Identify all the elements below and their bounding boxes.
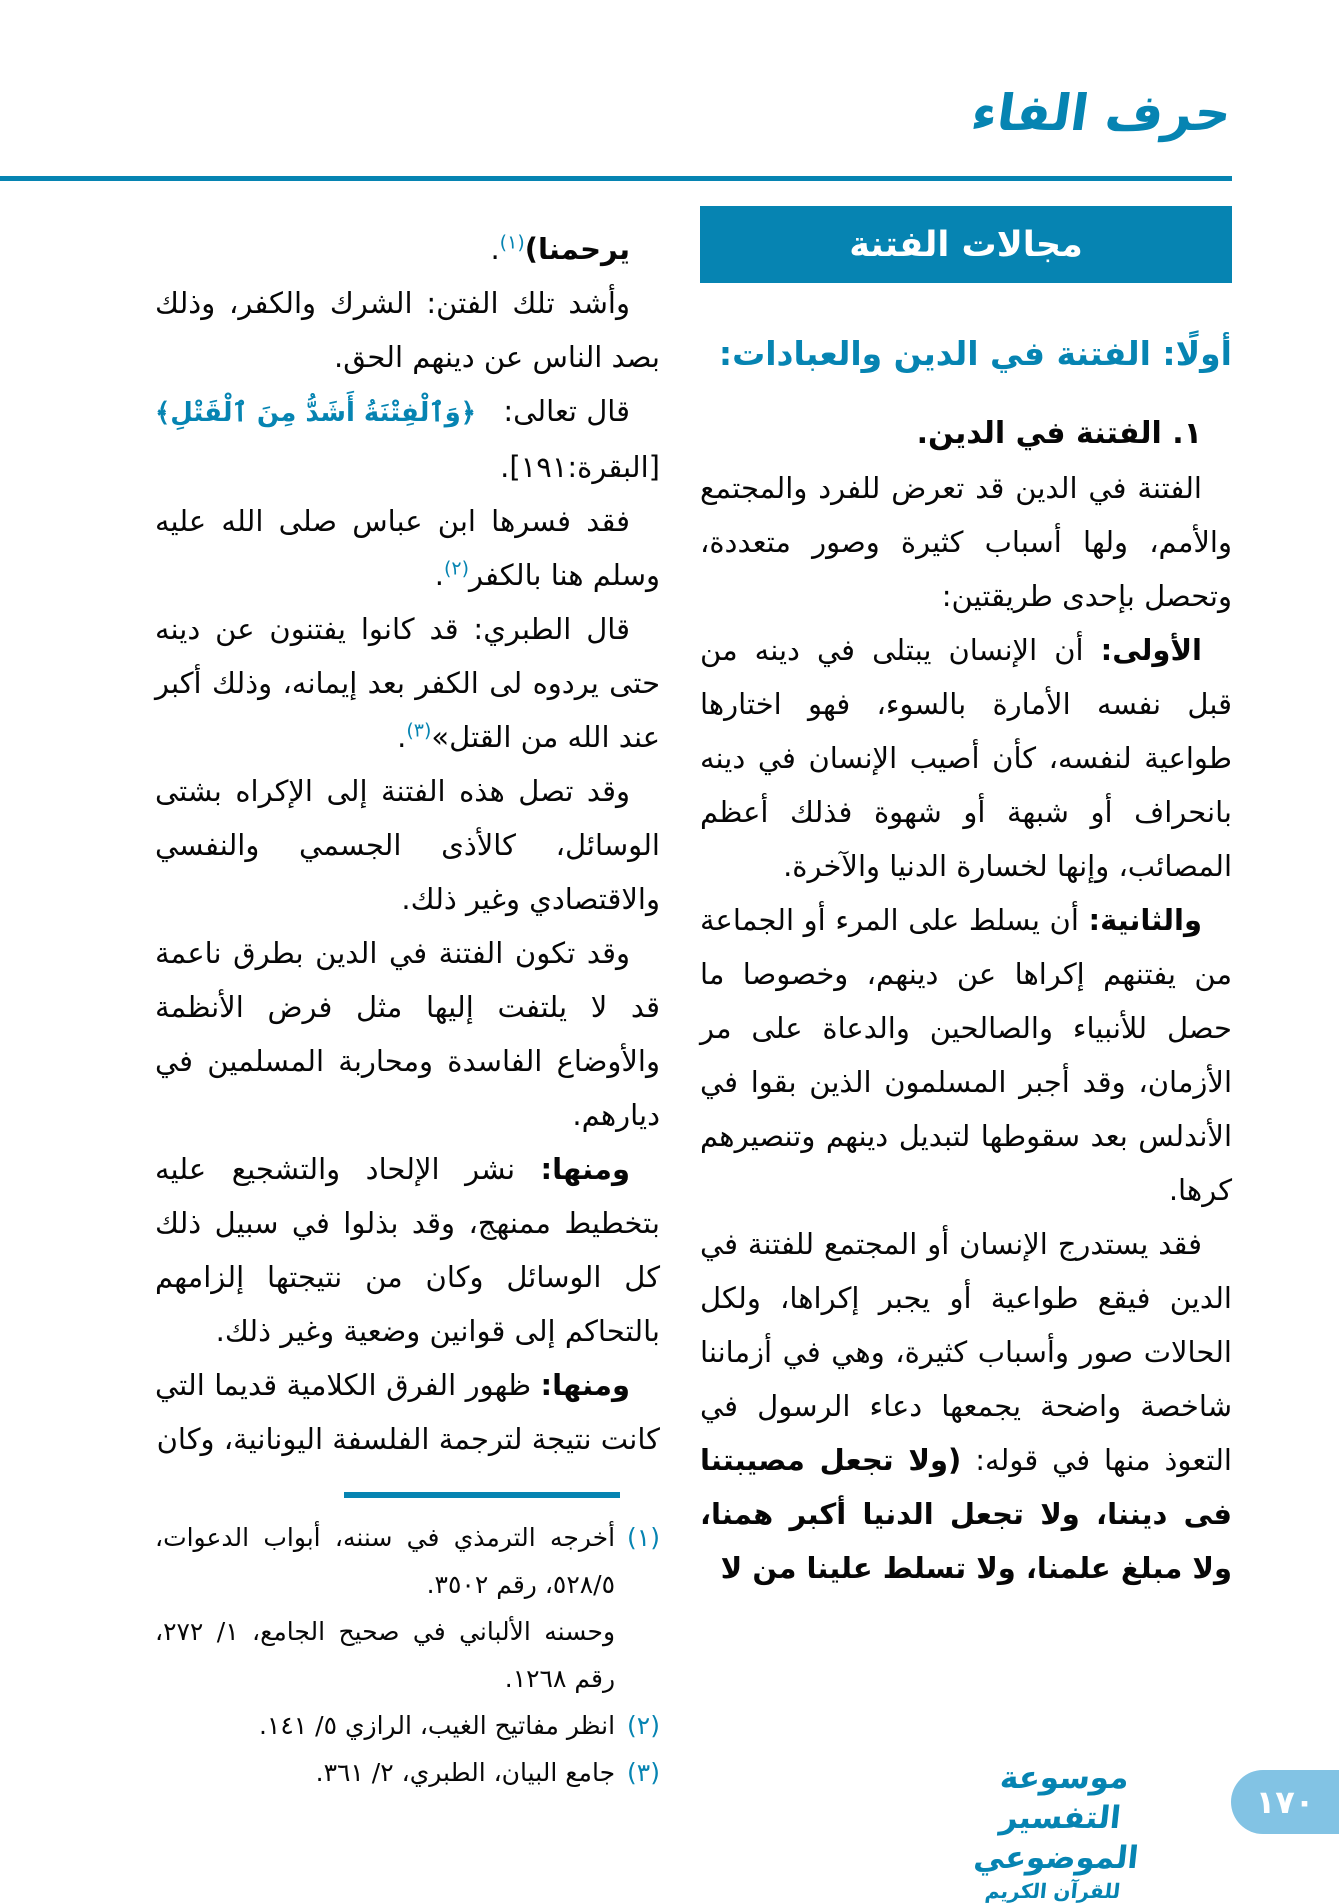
paragraph <box>700 623 1232 893</box>
footnote-ref-1: (١) <box>499 231 525 254</box>
verse-intro: قال تعالى: <box>503 394 630 428</box>
publisher-logo-subtitle: للقرآن الكريم <box>983 1879 1122 1903</box>
verse-line <box>155 384 660 440</box>
hadith-quote-end: يرحمنا) <box>524 232 630 266</box>
footnote-marker: (٣) <box>627 1758 660 1787</box>
paragraph-text: نشر الإلحاد والتشجيع عليه بتخطيط ممنهج، وقد بذلوا في سبيل ذلك كل الوسائل وكان من نتيجتها إلزامهم بالتحاكم إلى قوانين وضعية وغير ذلك. <box>155 1152 660 1348</box>
paragraph <box>700 1217 1232 1595</box>
paragraph <box>155 1142 660 1358</box>
paragraph-text: الفتنة في الدين قد تعرض للفرد والمجتمع والأمم، ولها أسباب كثيرة وصور متعددة، وتحصل بإحدى طريقتين: <box>700 471 1232 613</box>
section-title: مجالات الفتنة <box>849 224 1083 265</box>
paragraph <box>155 222 660 276</box>
paragraph-text: وأشد تلك الفتن: الشرك والكفر، وذلك بصد الناس عن دينهم الحق. <box>155 286 660 374</box>
footnote-ref-3: (٣) <box>406 719 432 742</box>
paragraph-text: وقد تصل هذه الفتنة إلى الإكراه بشتى الوسائل، كالأذى الجسمي والنفسي والاقتصادي وغير ذلك. <box>155 774 660 916</box>
footnotes-separator <box>344 1492 620 1498</box>
chapter-title: حرف الفاء <box>968 84 1236 142</box>
paragraph-lead: الأولى: <box>1100 633 1202 667</box>
paragraph-lead: والثانية: <box>1088 903 1202 937</box>
footnote-marker: (١) <box>627 1523 660 1552</box>
footnote-ref-2: (٢) <box>443 557 470 580</box>
footnote-text: جامع البيان، الطبري، ٢/ ٣٦١. <box>315 1758 616 1787</box>
paragraph <box>155 764 660 926</box>
footnote-item <box>155 1702 660 1749</box>
left-column <box>155 206 660 1796</box>
paragraph-text: قال الطبري: قد كانوا يفتنون عن دينه حتى يردوه لى الكفر بعد إيمانه، وذلك أكبر عند الله من القتل» <box>155 612 660 754</box>
paragraph <box>155 926 660 1142</box>
footnote-item <box>155 1514 660 1702</box>
footnote-marker: (٢) <box>627 1711 660 1740</box>
paragraph-text: وقد تكون الفتنة في الدين بطرق ناعمة قد لا يلتفت إليها مثل فرض الأنظمة والأوضاع الفاسدة ومحاربة المسلمين في ديارهم. <box>155 936 660 1132</box>
paragraph-text: . <box>434 558 444 592</box>
publisher-logo <box>935 1758 1182 1904</box>
page-number-badge <box>1231 1770 1339 1834</box>
hadith-quote: (ولا تجعل مصيبتنا فى ديننا، ولا تجعل الدنيا أكبر همنا، ولا مبلغ علمنا، ولا تسلط علينا من لا <box>700 1443 1232 1585</box>
paragraph-text: . <box>490 232 500 266</box>
quran-verse: ﴿وَٱلْفِتْنَةُ أَشَدُّ مِنَ ٱلْقَتْلِ﴾ <box>155 398 477 428</box>
paragraph-text: أن الإنسان يبتلى في دينه من قبل نفسه الأمارة بالسوء، فهو اختارها طواعية لنفسه، كأن أصيب الإنسان في دينه بانحراف أو شبهة أو شهوة فذلك أعظم المصائب، وإنها لخسارة الدنيا والآخرة. <box>700 633 1232 883</box>
paragraph <box>155 276 660 384</box>
footnote-line: وحسنه الألباني في صحيح الجامع، ١/ ٢٧٢، رقم ١٢٦٨. <box>155 1617 616 1693</box>
footnote-line: أخرجه الترمذي في سننه، أبواب الدعوات، ٥٢٨/٥، رقم ٣٥٠٢. <box>155 1523 616 1599</box>
subsection-heading: أولًا: الفتنة في الدين والعبادات: <box>718 334 1232 373</box>
paragraph <box>700 893 1232 1217</box>
right-column <box>700 206 1232 1796</box>
footnote-text: انظر مفاتيح الغيب، الرازي ٥/ ١٤١. <box>258 1711 616 1740</box>
paragraph-text: فقد يستدرج الإنسان أو المجتمع للفتنة في الدين فيقع طواعية أو يجبر إكراها، ولكل الحالات صور وأسباب كثيرة، وهي في أزماننا شاخصة واضحة يجمعها دعاء الرسول في التعوذ منها في قوله: <box>700 1227 1232 1477</box>
paragraph-lead: ومنها: <box>540 1368 630 1402</box>
paragraph-text: . <box>397 720 407 754</box>
paragraph <box>155 602 660 764</box>
section-title-box <box>700 206 1232 283</box>
paragraph-lead: ومنها: <box>540 1152 630 1186</box>
footnote-item <box>155 1749 660 1796</box>
footnotes <box>155 1492 660 1796</box>
header-rule <box>0 176 1232 181</box>
paragraph <box>155 1358 660 1466</box>
paragraph-text: أن يسلط على المرء أو الجماعة من يفتنهم إكراها عن دينهم، وخصوصا ما حصل للأنبياء والصالحين والدعاة على مر الأزمان، وقد أجبر المسلمون الذين بقوا في الأندلس بعد سقوطها لتبديل دينهم وتنصيرهم كرها. <box>700 903 1232 1207</box>
paragraph-text: فقد فسرها ابن عباس صلى الله عليه وسلم هنا بالكفر <box>155 504 660 592</box>
footnote-text <box>155 1514 615 1702</box>
text-columns <box>155 206 1232 1796</box>
verse-reference-text: [البقرة:١٩١]. <box>500 450 660 484</box>
paragraph <box>155 494 660 602</box>
page-number: ١٧٠ <box>1255 1783 1315 1821</box>
item-title: ١. الفتنة في الدين. <box>916 416 1202 451</box>
verse-reference <box>155 440 660 494</box>
paragraph-text: ظهور الفرق الكلامية قديما التي كانت نتيجة لترجمة الفلسفة اليونانية، وكان <box>155 1368 660 1456</box>
publisher-logo-title: موسوعة التفسير الموضوعي <box>972 1760 1141 1876</box>
paragraph <box>700 461 1232 623</box>
